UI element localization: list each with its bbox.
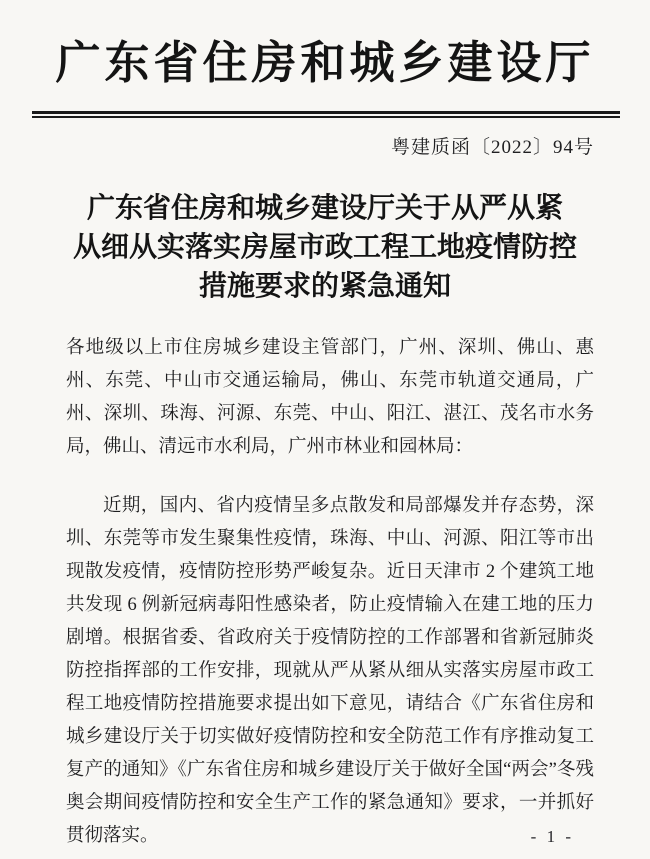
page-number: - 1 -	[530, 827, 574, 846]
document-body	[0, 189, 650, 853]
notice-title-line-2: 从细从实落实房屋市政工程工地疫情防控	[72, 232, 577, 263]
header-double-rule	[32, 111, 620, 118]
addressees-paragraph: 各地级以上市住房城乡建设主管部门，广州、深圳、佛山、惠州、东莞、中山市交通运输局，佛山、东莞市轨道交通局，广州、深圳、珠海、河源、东莞、中山、阳江、湛江、茂名市水务局，佛山、清远市水利局，广州市林业和园林局：	[66, 338, 594, 457]
main-paragraph: 近期，国内、省内疫情呈多点散发和局部爆发并存态势，深圳、东莞等市发生聚集性疫情，珠海、中山、河源、阳江等市出现散发疫情，疫情防控形势严峻复杂。近日天津市 2 个建筑工地共发现 6 例新冠病毒阳性感染者，防止疫情输入在建工地的压力剧增。根据省委、省政府关于疫情防控的工作部署和省新冠肺炎防控指挥部的工作安排，现就从严从紧从细从实落实房屋市政工程工地疫情防控措施要求提出如下意见，请结合《广东省住房和城乡建设厅关于切实做好疫情防控和安全防范工作有序推动复工复产的通知》《广东省住房和城乡建设厅关于做好全国“两会”冬残奥会期间疫情防控和安全生产工作的紧急通知》要求，一并抓好贯彻落实。	[66, 496, 594, 846]
agency-title: 广东省住房和城乡建设厅	[55, 38, 595, 88]
notice-title	[40, 189, 610, 306]
notice-title-line-3: 措施要求的紧急通知	[198, 271, 451, 302]
document-header	[0, 0, 650, 161]
doc-number: 粤建质函〔2022〕94号	[390, 137, 594, 158]
notice-title-line-1: 广东省住房和城乡建设厅关于从严从紧	[86, 193, 563, 224]
